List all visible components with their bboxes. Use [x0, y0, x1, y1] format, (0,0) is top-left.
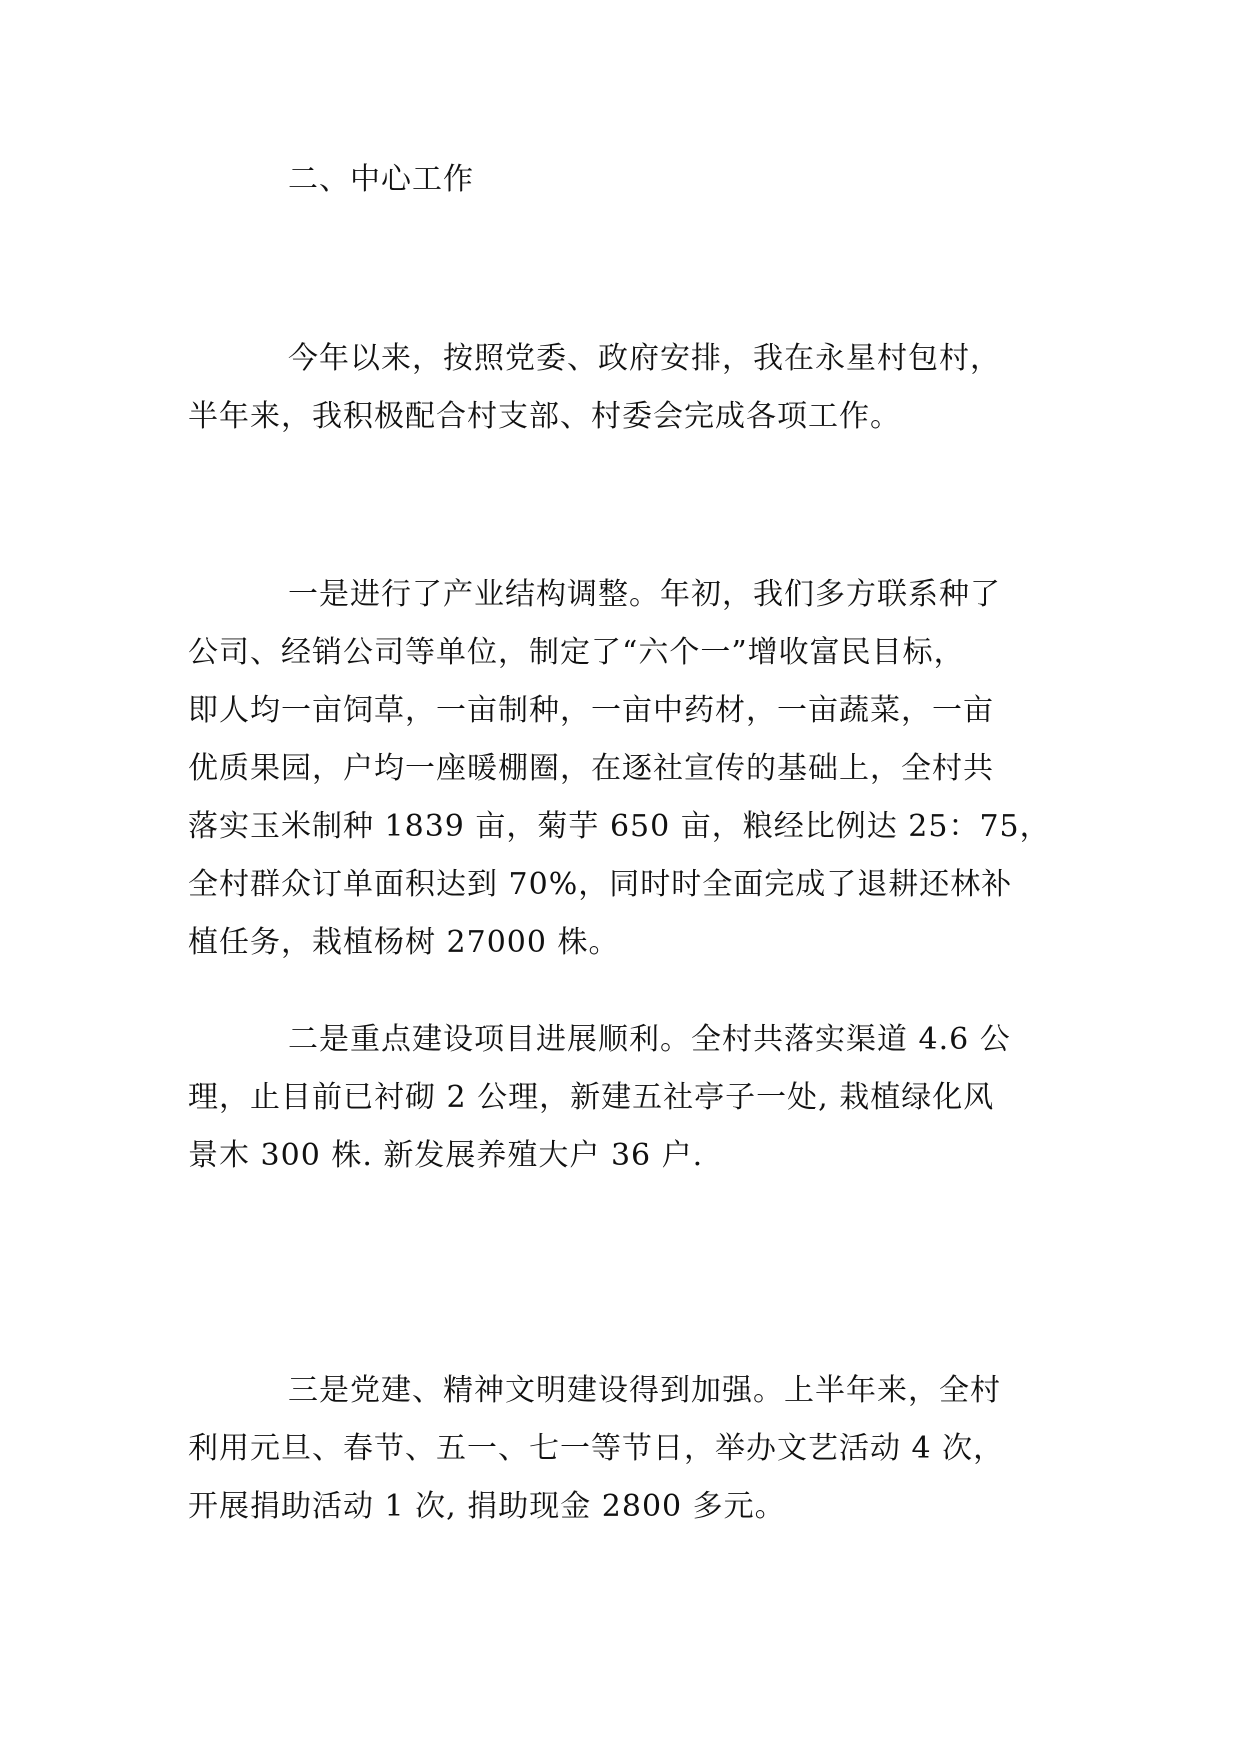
section-heading: 二、中心工作 [288, 162, 474, 197]
paragraph-key-projects [188, 1011, 1048, 1185]
paragraph-line: 三是党建、精神文明建设得到加强。上半年来，全村 [288, 1373, 1001, 1408]
paragraph-line: 今年以来，按照党委、政府安排，我在永星村包村， [288, 341, 1001, 376]
paragraph-line: 即人均一亩饲草，一亩制种，一亩中药材，一亩蔬菜，一亩 [188, 693, 994, 728]
paragraph-line: 全村群众订单面积达到 70%，同时时全面完成了退耕还林补 [188, 867, 1013, 902]
paragraph-line: 植任务，栽植杨树 27000 株。 [188, 925, 620, 960]
paragraph-line: 理，止目前已衬砌 2 公理，新建五社亭子一处, 栽植绿化风 [188, 1080, 995, 1115]
paragraph-line: 半年来，我积极配合村支部、村委会完成各项工作。 [188, 399, 901, 434]
paragraph-line: 景木 300 株. 新发展养殖大户 36 户. [188, 1138, 704, 1173]
paragraph-line: 一是进行了产业结构调整。年初，我们多方联系种了 [288, 577, 1001, 612]
paragraph-line: 公司、经销公司等单位，制定了“六个一”增收富民目标， [188, 635, 965, 670]
paragraph-line: 二是重点建设项目进展顺利。全村共落实渠道 4.6 公 [288, 1022, 1011, 1057]
paragraph-work-overview [188, 330, 1048, 446]
paragraph-line: 优质果园，户均一座暖棚圈，在逐社宣传的基础上，全村共 [188, 751, 994, 786]
paragraph-line: 落实玉米制种 1839 亩，菊芋 650 亩，粮经比例达 25：75， [188, 809, 1051, 844]
paragraph-line: 利用元旦、春节、五一、七一等节日，举办文艺活动 4 次， [188, 1431, 1005, 1466]
paragraph-line: 开展捐助活动 1 次, 捐助现金 2800 多元。 [188, 1489, 786, 1524]
paragraph-industry-adjustment [188, 566, 1051, 972]
paragraph-party-building [188, 1362, 1048, 1536]
